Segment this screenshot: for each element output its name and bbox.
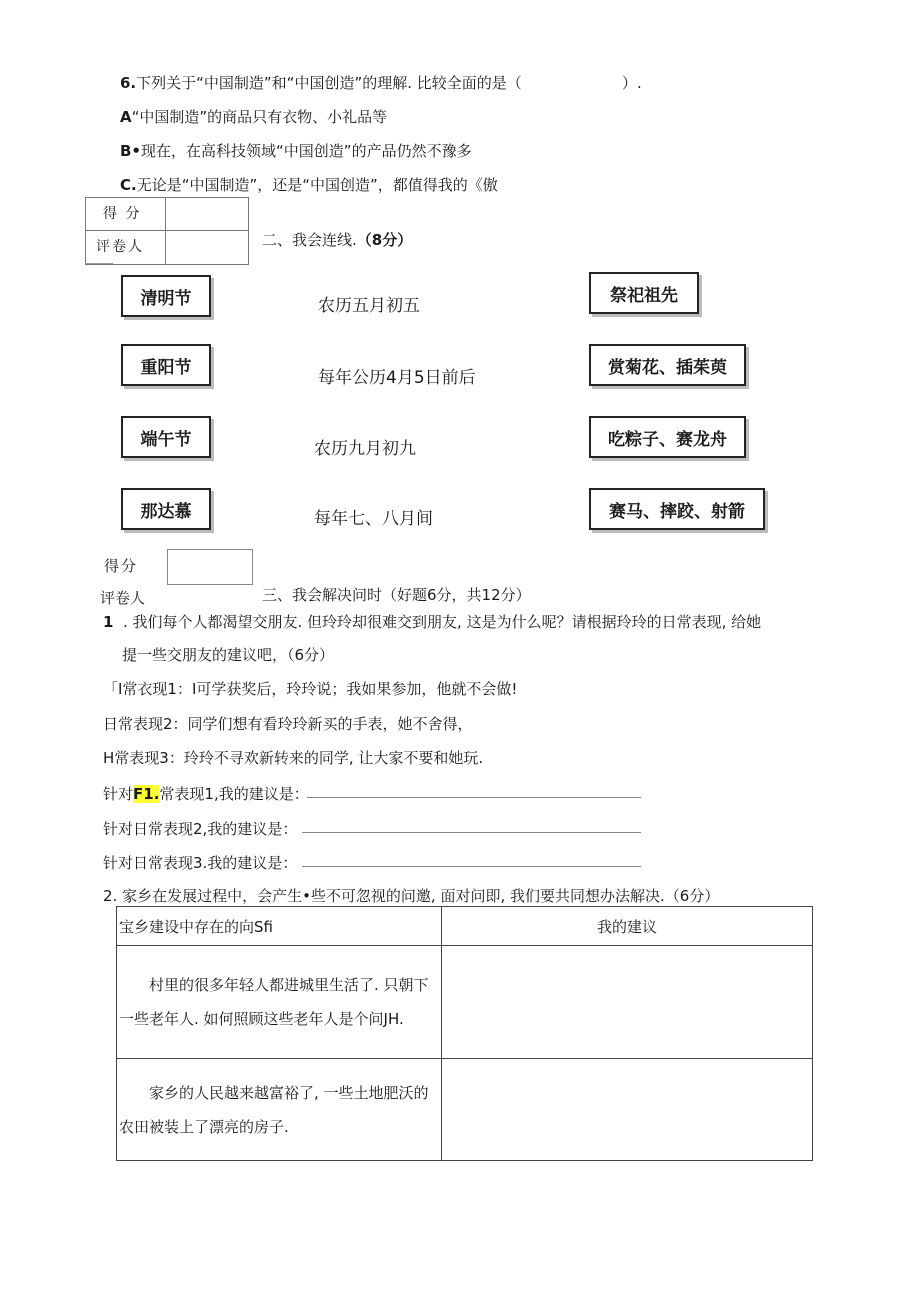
advice-1-answer-line[interactable] <box>307 797 641 798</box>
table-row-problem: 家乡的人民越来越富裕了, 一些土地肥沃的农田被装上了漂亮的房子. <box>117 1059 442 1161</box>
middle-item-1[interactable]: 农历五月初五 <box>318 296 420 316</box>
score-input-box[interactable] <box>167 549 253 585</box>
option-b-text: 现在，在高科技领域“中国创造”的产品仍然不豫多 <box>141 142 472 160</box>
advice-1-highlight: F1. <box>133 785 160 803</box>
behavior-3: H常表现3：玲玲不寻欢新转来的同学, 让大家不要和她玩. <box>103 749 484 767</box>
advice-3-answer-line[interactable] <box>302 866 641 867</box>
q6-stem-text: 下列关于“中国制造”和“中国创造”的理解. 比较全面的是（ <box>136 74 522 92</box>
section2-heading <box>262 229 412 250</box>
option-c-text: 无论是“中国制造”，还是“中国创造”，都值得我的《傲 <box>136 176 498 194</box>
table-row <box>117 1059 813 1161</box>
advice-1-label <box>103 783 309 804</box>
section3-title: 三、我会解决问时（好题6分，共12分） <box>262 586 531 604</box>
advice-2-answer-line[interactable] <box>302 832 641 833</box>
score-box-divider <box>85 230 249 231</box>
grader-label-2: 评卷人 <box>100 589 146 607</box>
table-row-advice-cell[interactable] <box>442 946 813 1059</box>
section2-points: （8分） <box>356 231 413 249</box>
q6-stem <box>120 72 522 93</box>
hometown-table <box>116 906 813 1161</box>
right-item-1[interactable]: 祭祀祖先 <box>589 272 699 314</box>
option-c-letter: C. <box>120 176 137 194</box>
left-item-duanwu[interactable]: 端午节 <box>121 416 211 458</box>
advice-2-label: 针对日常表现2,我的建议是： <box>103 820 298 838</box>
q6-option-c[interactable] <box>120 174 498 195</box>
table-header-problem: 宝乡建设中存在的向Sfi <box>117 907 442 946</box>
advice-1-post: 常表现1,我的建议是： <box>159 785 309 803</box>
table-header-advice: 我的建议 <box>442 907 813 946</box>
p1-number: 1 <box>103 613 114 631</box>
q6-option-a[interactable] <box>120 106 387 127</box>
middle-item-4[interactable]: 每年七、八月间 <box>314 509 433 529</box>
right-item-4[interactable]: 赛马、摔跤、射箭 <box>589 488 765 530</box>
p1-line1 <box>103 611 761 632</box>
advice-1-pre: 针对 <box>103 785 134 803</box>
p1-line2: 提一些交朋友的建议吧，（6分） <box>122 646 335 664</box>
right-item-3[interactable]: 吃粽子、赛龙舟 <box>589 416 746 458</box>
table-row-problem: 村里的很多年轻人都进城里生活了. 只朝下一些老年人. 如何照顾这些老年人是个问JH. <box>117 946 442 1059</box>
left-item-nadamu[interactable]: 那达慕 <box>121 488 211 530</box>
q6-stem-end: ）. <box>622 74 642 92</box>
left-item-chongyang[interactable]: 重阳节 <box>121 344 211 386</box>
score-box-divider-v <box>165 197 166 265</box>
option-b-letter: B• <box>120 142 142 160</box>
option-a-letter: A <box>120 108 132 126</box>
table-row-advice-cell[interactable] <box>442 1059 813 1161</box>
p1-line1-text: . 我们每个人都渴望交朋友. 但玲玲却很难交到朋友, 这是为什么呢？请根据玲玲的日常表现, 给她 <box>122 613 762 631</box>
behavior-1: 「I常衣现1：I可学获奖后，玲玲说；我如果参加，他就不会做! <box>103 680 518 698</box>
p2-stem: 2. 家乡在发展过程中，会产生•些不可忽视的问邀, 面对问即, 我们要共同想办法解决.（6分） <box>103 887 720 905</box>
score-label-2: 得分 <box>104 557 139 575</box>
behavior-2: 日常表现2：同学们想有看玲玲新买的手表，她不舍得， <box>103 715 473 733</box>
score-box-tail <box>85 263 113 264</box>
q6-option-b[interactable] <box>120 140 472 161</box>
middle-item-3[interactable]: 农历九月初九 <box>314 439 416 459</box>
section2-title: 二、我会连线. <box>262 231 357 249</box>
option-a-text: “中国制造”的商品只有衣物、小礼品等 <box>131 108 388 126</box>
grader-label: 评卷人 <box>96 239 144 255</box>
middle-item-2[interactable]: 每年公历4月5日前后 <box>318 368 476 388</box>
table-header-row <box>117 907 813 946</box>
right-item-2[interactable]: 赏菊花、插茱萸 <box>589 344 746 386</box>
advice-3-label: 针对日常表现3.我的建议是： <box>103 854 298 872</box>
table-row <box>117 946 813 1059</box>
score-label: 得 分 <box>103 206 142 222</box>
q6-number: 6. <box>120 74 137 92</box>
left-item-qingming[interactable]: 清明节 <box>121 275 211 317</box>
